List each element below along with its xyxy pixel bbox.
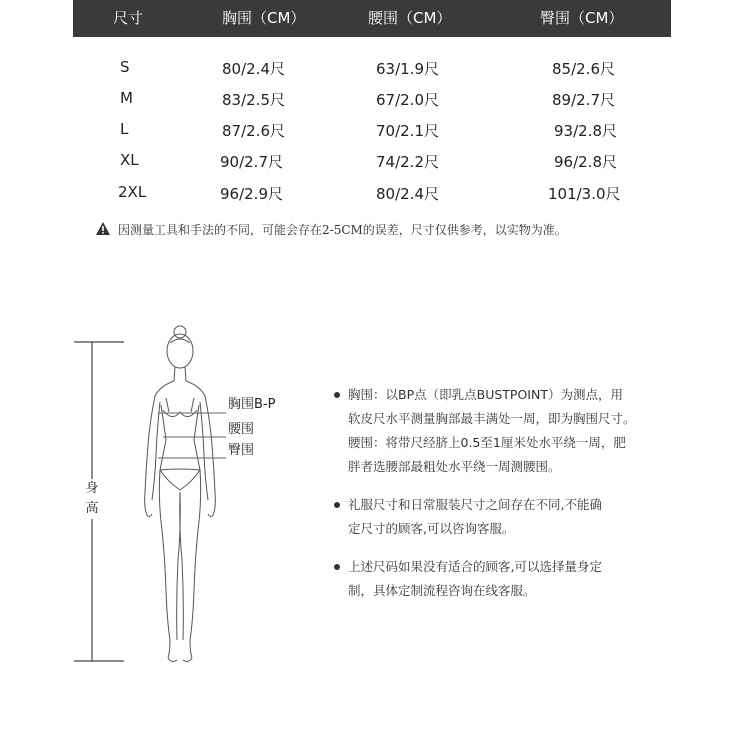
bust-cell: 90/2.7尺 — [220, 153, 283, 171]
measurement-note — [96, 221, 656, 238]
note-line: 软皮尺水平测量胸部最丰满处一周，即为胸围尺寸。 — [348, 411, 636, 426]
note-line: 胖者选腰部最粗处水平绕一周测腰围。 — [348, 459, 561, 474]
bust-cell: 87/2.6尺 — [222, 122, 285, 140]
hip-cell: 89/2.7尺 — [552, 91, 615, 109]
size-cell: 2XL — [118, 183, 147, 201]
hip-label: 臀围 — [228, 443, 255, 458]
table-row — [0, 58, 750, 84]
table-row — [0, 120, 750, 146]
waist-cell: 74/2.2尺 — [376, 153, 439, 171]
waist-cell: 67/2.0尺 — [376, 91, 439, 109]
bullet-dot — [334, 564, 340, 570]
bullet-dot — [334, 392, 340, 398]
size-cell: S — [120, 58, 130, 76]
waist-cell: 80/2.4尺 — [376, 185, 439, 203]
note-text: 因测量工具和手法的不同，可能会存在2-5CM的误差，尺寸仅供参考，以实物为准。 — [118, 223, 567, 237]
note-line: 礼服尺寸和日常服装尺寸之间存在不同,不能确 — [348, 497, 602, 512]
table-row — [0, 151, 750, 177]
note-line: 制，具体定制流程咨询在线客服。 — [348, 583, 536, 598]
header-waist: 腰围（CM） — [368, 9, 452, 27]
size-cell: XL — [120, 151, 139, 169]
header-hip: 臀围（CM） — [540, 9, 624, 27]
table-row — [0, 89, 750, 115]
waist-cell: 70/2.1尺 — [376, 122, 439, 140]
warning-icon — [96, 222, 110, 235]
waist-label: 腰围 — [228, 422, 255, 437]
hip-cell: 93/2.8尺 — [554, 122, 617, 140]
size-cell: L — [120, 120, 129, 138]
height-ruler — [74, 342, 124, 661]
bust-cell: 80/2.4尺 — [222, 60, 285, 78]
header-bust: 胸围（CM） — [222, 9, 306, 27]
hip-cell: 101/3.0尺 — [548, 185, 621, 203]
bullet-measurement-method — [334, 383, 674, 479]
bullet-dot — [334, 502, 340, 508]
hip-cell: 85/2.6尺 — [552, 60, 615, 78]
height-label: 身 高 — [85, 479, 99, 519]
bullet-size-difference — [334, 493, 674, 541]
note-line: 腰围：将带尺经脐上0.5至1厘米处水平绕一周，肥 — [348, 435, 626, 450]
bust-label: 胸围B-P — [228, 397, 276, 412]
bust-cell: 96/2.9尺 — [220, 185, 283, 203]
note-line: 定尺寸的顾客,可以咨询客服。 — [348, 521, 515, 536]
bullet-custom-size — [334, 555, 674, 603]
body-outline — [145, 326, 216, 662]
bust-cell: 83/2.5尺 — [222, 91, 285, 109]
measurement-lines — [158, 413, 226, 458]
table-row — [0, 183, 750, 209]
note-line: 胸围：以BP点（即乳点BUSTPOINT）为测点，用 — [348, 387, 623, 402]
measurement-instructions — [334, 383, 674, 603]
note-line: 上述尺码如果没有适合的顾客,可以选择量身定 — [348, 559, 602, 574]
waist-cell: 63/1.9尺 — [376, 60, 439, 78]
hip-cell: 96/2.8尺 — [554, 153, 617, 171]
size-cell: M — [120, 89, 133, 107]
header-size: 尺寸 — [113, 9, 144, 27]
